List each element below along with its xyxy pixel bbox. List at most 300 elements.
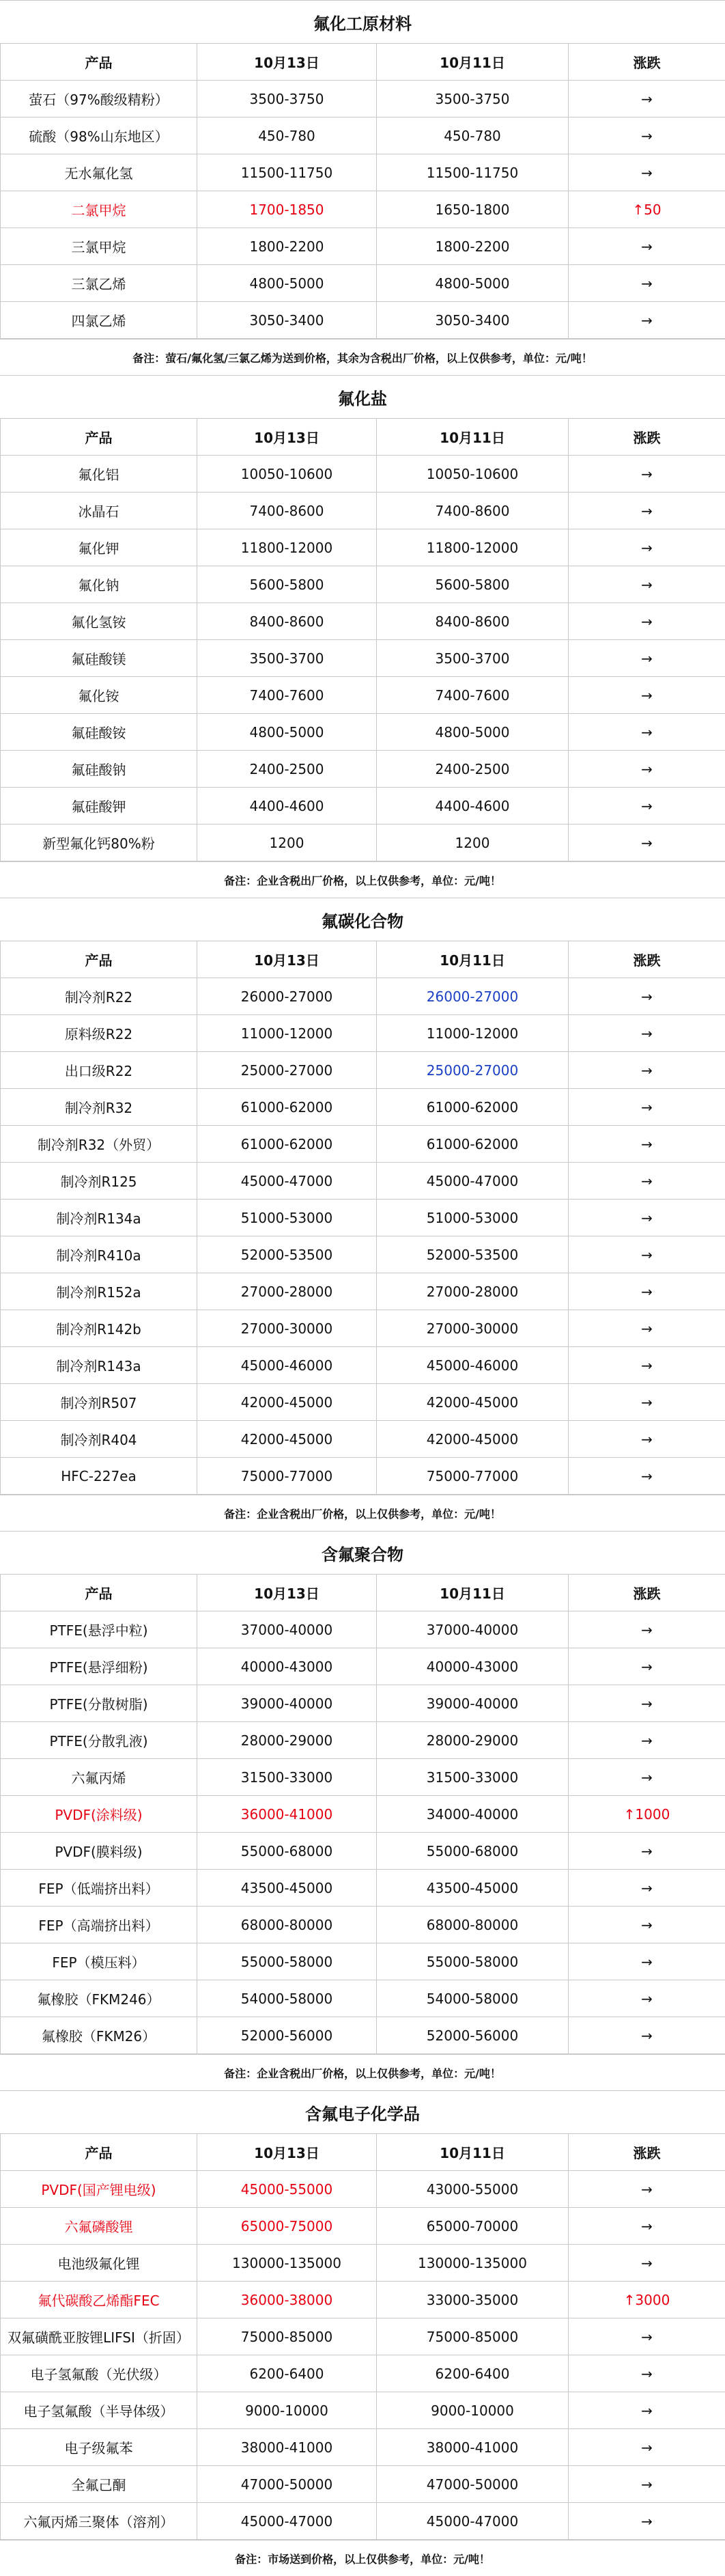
price-oct-13: 5600-5800 [197,566,377,603]
product-name: 氟代碳酸乙烯酯FEC [1,2282,197,2318]
price-change: → [569,1722,725,1759]
product-name: 制冷剂R32（外贸） [1,1126,197,1163]
price-oct-13: 75000-85000 [197,2318,377,2355]
section-note: 备注：市场送到价格，以上仅供参考，单位：元/吨！ [0,2540,725,2576]
price-oct-13: 4800-5000 [197,265,377,302]
table-row [1,825,725,861]
product-name: 电子氢氟酸（半导体级） [1,2392,197,2429]
price-oct-13: 52000-53500 [197,1236,377,1273]
product-name: 制冷剂R22 [1,978,197,1015]
price-change: → [569,825,725,861]
price-oct-11: 42000-45000 [377,1421,569,1458]
product-name: 六氟丙烯三聚体（溶剂） [1,2503,197,2540]
price-oct-13: 1200 [197,825,377,861]
price-oct-11: 11000-12000 [377,1015,569,1052]
product-name: 氟橡胶（FKM26） [1,2017,197,2054]
price-change: → [569,81,725,117]
price-oct-11: 55000-58000 [377,1943,569,1980]
table-row [1,566,725,603]
product-name: 氟硅酸铵 [1,714,197,751]
price-oct-13: 130000-135000 [197,2245,377,2282]
price-oct-13: 68000-80000 [197,1907,377,1943]
price-oct-11: 75000-77000 [377,1458,569,1495]
price-section [0,2090,725,2576]
price-oct-11: 27000-28000 [377,1273,569,1310]
price-oct-11: 39000-40000 [377,1685,569,1722]
price-change: → [569,1759,725,1796]
header-date-1: 10月13日 [197,419,377,456]
header-change: 涨跌 [569,1575,725,1611]
price-change: → [569,1833,725,1870]
table-row [1,2318,725,2355]
header-row [1,2134,725,2171]
table-row [1,456,725,493]
header-date-2: 10月11日 [377,1575,569,1611]
price-oct-13: 39000-40000 [197,1685,377,1722]
table-row [1,1347,725,1384]
table-row [1,1907,725,1943]
header-product: 产品 [1,1575,197,1611]
price-change: → [569,1126,725,1163]
price-section [0,1531,725,2090]
price-change: → [569,1421,725,1458]
price-change: → [569,1458,725,1495]
product-name: 电池级氟化锂 [1,2245,197,2282]
price-table [0,418,725,861]
price-oct-11: 52000-56000 [377,2017,569,2054]
section-title: 含氟聚合物 [0,1531,725,1574]
price-oct-13: 37000-40000 [197,1611,377,1648]
price-oct-13: 3500-3700 [197,640,377,677]
table-row [1,714,725,751]
product-name: 氟化氢铵 [1,603,197,640]
header-row [1,419,725,456]
price-oct-11: 27000-30000 [377,1310,569,1347]
price-oct-11: 54000-58000 [377,1980,569,2017]
price-oct-11: 4800-5000 [377,714,569,751]
price-oct-13: 4400-4600 [197,788,377,825]
table-row [1,1943,725,1980]
product-name: FEP（高端挤出料） [1,1907,197,1943]
price-change: → [569,566,725,603]
table-row [1,191,725,228]
price-oct-13: 450-780 [197,117,377,154]
price-oct-11: 43000-55000 [377,2171,569,2208]
price-change: → [569,1163,725,1200]
table-row [1,2171,725,2208]
price-change: → [569,1273,725,1310]
price-change: → [569,1870,725,1907]
product-name: 制冷剂R134a [1,1200,197,1236]
price-change: → [569,2208,725,2245]
header-change: 涨跌 [569,2134,725,2171]
price-change: → [569,1347,725,1384]
header-change: 涨跌 [569,419,725,456]
price-change: → [569,1980,725,2017]
product-name: 制冷剂R507 [1,1384,197,1421]
price-change: → [569,493,725,529]
table-row [1,640,725,677]
table-row [1,2282,725,2318]
section-note: 备注：企业含税出厂价格，以上仅供参考，单位：元/吨！ [0,2054,725,2090]
price-table [0,2133,725,2540]
price-change: → [569,1089,725,1126]
price-oct-11: 47000-50000 [377,2466,569,2503]
price-section [0,0,725,375]
table-row [1,265,725,302]
table-row [1,2392,725,2429]
price-oct-13: 61000-62000 [197,1126,377,1163]
table-row [1,1611,725,1648]
header-row [1,941,725,978]
price-change: → [569,1685,725,1722]
price-oct-13: 45000-46000 [197,1347,377,1384]
product-name: PTFE(分散乳液) [1,1722,197,1759]
table-row [1,1273,725,1310]
table-row [1,1236,725,1273]
price-oct-13: 42000-45000 [197,1384,377,1421]
price-oct-11: 31500-33000 [377,1759,569,1796]
header-date-2: 10月11日 [377,44,569,81]
price-oct-11: 45000-47000 [377,2503,569,2540]
product-name: 氟硅酸钾 [1,788,197,825]
product-name: 六氟磷酸锂 [1,2208,197,2245]
price-oct-13: 11800-12000 [197,529,377,566]
price-change: → [569,529,725,566]
price-change: ↑50 [569,191,725,228]
price-oct-13: 40000-43000 [197,1648,377,1685]
table-row [1,117,725,154]
price-oct-11: 28000-29000 [377,1722,569,1759]
price-oct-11: 8400-8600 [377,603,569,640]
price-change: → [569,1611,725,1648]
table-row [1,2355,725,2392]
table-row [1,2503,725,2540]
header-date-2: 10月11日 [377,941,569,978]
price-change: → [569,228,725,265]
product-name: 氟化钾 [1,529,197,566]
header-date-1: 10月13日 [197,941,377,978]
product-name: 双氟磺酰亚胺锂LIFSI（折固） [1,2318,197,2355]
header-change: 涨跌 [569,941,725,978]
price-oct-11: 61000-62000 [377,1089,569,1126]
product-name: 萤石（97%酸级精粉） [1,81,197,117]
price-oct-13: 8400-8600 [197,603,377,640]
price-oct-13: 11500-11750 [197,154,377,191]
price-oct-11: 45000-46000 [377,1347,569,1384]
header-date-1: 10月13日 [197,2134,377,2171]
section-title: 含氟电子化学品 [0,2090,725,2133]
price-change: → [569,302,725,339]
price-change: → [569,1052,725,1089]
price-oct-11: 5600-5800 [377,566,569,603]
price-oct-11: 61000-62000 [377,1126,569,1163]
price-oct-13: 3050-3400 [197,302,377,339]
price-oct-11: 43500-45000 [377,1870,569,1907]
header-date-1: 10月13日 [197,44,377,81]
table-row [1,1052,725,1089]
price-oct-11: 11500-11750 [377,154,569,191]
product-name: 三氯甲烷 [1,228,197,265]
price-oct-11: 42000-45000 [377,1384,569,1421]
table-row [1,1833,725,1870]
price-oct-13: 42000-45000 [197,1421,377,1458]
price-oct-13: 6200-6400 [197,2355,377,2392]
header-date-2: 10月11日 [377,419,569,456]
price-oct-13: 45000-55000 [197,2171,377,2208]
product-name: 制冷剂R143a [1,1347,197,1384]
table-row [1,1458,725,1495]
table-row [1,1310,725,1347]
price-change: ↑3000 [569,2282,725,2318]
header-row [1,44,725,81]
table-row [1,1796,725,1833]
price-oct-13: 52000-56000 [197,2017,377,2054]
price-change: → [569,677,725,714]
price-oct-13: 3500-3750 [197,81,377,117]
price-change: → [569,456,725,493]
product-name: FEP（低端挤出料） [1,1870,197,1907]
price-oct-13: 55000-58000 [197,1943,377,1980]
price-oct-11: 75000-85000 [377,2318,569,2355]
product-name: 氟化铝 [1,456,197,493]
price-change: → [569,2392,725,2429]
table-row [1,2017,725,2054]
table-row [1,154,725,191]
price-oct-11: 1200 [377,825,569,861]
table-row [1,302,725,339]
price-change: → [569,1648,725,1685]
price-change: → [569,2466,725,2503]
table-row [1,1759,725,1796]
product-name: 出口级R22 [1,1052,197,1089]
price-oct-11: 1800-2200 [377,228,569,265]
price-oct-11: 40000-43000 [377,1648,569,1685]
price-oct-13: 65000-75000 [197,2208,377,2245]
price-oct-13: 26000-27000 [197,978,377,1015]
table-row [1,1870,725,1907]
price-change: → [569,1236,725,1273]
price-oct-11: 3050-3400 [377,302,569,339]
product-name: 制冷剂R152a [1,1273,197,1310]
price-section [0,375,725,898]
table-row [1,1163,725,1200]
section-note: 备注：萤石/氟化氢/三氯乙烯为送到价格，其余为含税出厂价格，以上仅供参考，单位：元/吨！ [0,339,725,375]
price-change: → [569,117,725,154]
price-oct-13: 4800-5000 [197,714,377,751]
product-name: PTFE(悬浮细粉) [1,1648,197,1685]
header-row [1,1575,725,1611]
price-oct-11: 38000-41000 [377,2429,569,2466]
section-title: 氟碳化合物 [0,898,725,941]
price-change: → [569,2503,725,2540]
price-oct-11: 7400-8600 [377,493,569,529]
table-row [1,751,725,788]
product-name: 氟化铵 [1,677,197,714]
product-name: FEP（模压料） [1,1943,197,1980]
price-oct-13: 25000-27000 [197,1052,377,1089]
price-oct-11: 55000-68000 [377,1833,569,1870]
price-oct-13: 10050-10600 [197,456,377,493]
section-title: 氟化工原材料 [0,0,725,43]
header-product: 产品 [1,2134,197,2171]
price-oct-11: 45000-47000 [377,1163,569,1200]
price-oct-11: 26000-27000 [377,978,569,1015]
product-name: 氟硅酸钠 [1,751,197,788]
table-row [1,529,725,566]
product-name: 制冷剂R32 [1,1089,197,1126]
price-oct-11: 4800-5000 [377,265,569,302]
table-row [1,788,725,825]
table-row [1,1015,725,1052]
product-name: 新型氟化钙80%粉 [1,825,197,861]
price-change: → [569,1384,725,1421]
product-name: 无水氟化氢 [1,154,197,191]
product-name: 四氯乙烯 [1,302,197,339]
price-change: → [569,603,725,640]
product-name: HFC-227ea [1,1458,197,1495]
price-change: → [569,1015,725,1052]
price-oct-13: 1700-1850 [197,191,377,228]
table-row [1,978,725,1015]
price-oct-11: 7400-7600 [377,677,569,714]
price-oct-13: 75000-77000 [197,1458,377,1495]
price-oct-11: 33000-35000 [377,2282,569,2318]
product-name: 制冷剂R142b [1,1310,197,1347]
table-row [1,1980,725,2017]
product-name: 电子级氟苯 [1,2429,197,2466]
price-oct-13: 27000-30000 [197,1310,377,1347]
price-oct-13: 9000-10000 [197,2392,377,2429]
price-table [0,1574,725,2054]
header-product: 产品 [1,941,197,978]
table-row [1,1722,725,1759]
price-change: → [569,640,725,677]
price-oct-11: 65000-70000 [377,2208,569,2245]
price-change: → [569,2355,725,2392]
price-oct-13: 7400-8600 [197,493,377,529]
price-change: → [569,714,725,751]
price-oct-13: 27000-28000 [197,1273,377,1310]
table-row [1,677,725,714]
header-change: 涨跌 [569,44,725,81]
price-oct-13: 45000-47000 [197,1163,377,1200]
price-oct-11: 51000-53000 [377,1200,569,1236]
price-oct-13: 28000-29000 [197,1722,377,1759]
table-row [1,2245,725,2282]
price-section [0,898,725,1531]
table-row [1,1384,725,1421]
header-product: 产品 [1,44,197,81]
price-oct-11: 52000-53500 [377,1236,569,1273]
price-change: → [569,2318,725,2355]
product-name: 氟橡胶（FKM246） [1,1980,197,2017]
price-oct-11: 10050-10600 [377,456,569,493]
product-name: 制冷剂R125 [1,1163,197,1200]
price-oct-13: 36000-41000 [197,1796,377,1833]
price-oct-13: 54000-58000 [197,1980,377,2017]
product-name: 硫酸（98%山东地区） [1,117,197,154]
product-name: PVDF(膜料级) [1,1833,197,1870]
price-oct-13: 36000-38000 [197,2282,377,2318]
price-oct-13: 1800-2200 [197,228,377,265]
header-date-1: 10月13日 [197,1575,377,1611]
section-note: 备注：企业含税出厂价格，以上仅供参考，单位：元/吨！ [0,861,725,898]
price-oct-11: 130000-135000 [377,2245,569,2282]
table-row [1,1089,725,1126]
price-oct-11: 6200-6400 [377,2355,569,2392]
price-oct-13: 2400-2500 [197,751,377,788]
price-oct-11: 25000-27000 [377,1052,569,1089]
product-name: 氟化钠 [1,566,197,603]
price-table [0,43,725,339]
price-oct-13: 31500-33000 [197,1759,377,1796]
table-row [1,493,725,529]
table-row [1,1126,725,1163]
price-oct-13: 43500-45000 [197,1870,377,1907]
product-name: PTFE(悬浮中粒) [1,1611,197,1648]
price-change: → [569,1200,725,1236]
price-oct-11: 3500-3700 [377,640,569,677]
table-row [1,2429,725,2466]
price-change: → [569,788,725,825]
price-change: → [569,265,725,302]
price-oct-13: 55000-68000 [197,1833,377,1870]
product-name: PTFE(分散树脂) [1,1685,197,1722]
table-row [1,2208,725,2245]
price-change: → [569,2017,725,2054]
price-change: → [569,978,725,1015]
price-change: → [569,1310,725,1347]
price-oct-11: 11800-12000 [377,529,569,566]
price-oct-11: 3500-3750 [377,81,569,117]
price-oct-11: 68000-80000 [377,1907,569,1943]
product-name: 冰晶石 [1,493,197,529]
product-name: 原料级R22 [1,1015,197,1052]
product-name: 六氟丙烯 [1,1759,197,1796]
price-change: → [569,2429,725,2466]
price-oct-13: 45000-47000 [197,2503,377,2540]
price-oct-11: 450-780 [377,117,569,154]
price-oct-11: 2400-2500 [377,751,569,788]
price-change: ↑1000 [569,1796,725,1833]
price-oct-11: 34000-40000 [377,1796,569,1833]
price-oct-11: 9000-10000 [377,2392,569,2429]
price-oct-13: 47000-50000 [197,2466,377,2503]
product-name: 三氯乙烯 [1,265,197,302]
product-name: 制冷剂R404 [1,1421,197,1458]
product-name: 氟硅酸镁 [1,640,197,677]
header-date-2: 10月11日 [377,2134,569,2171]
header-product: 产品 [1,419,197,456]
table-row [1,1200,725,1236]
product-name: 全氟己酮 [1,2466,197,2503]
price-oct-13: 11000-12000 [197,1015,377,1052]
product-name: 二氯甲烷 [1,191,197,228]
table-row [1,1648,725,1685]
price-oct-13: 61000-62000 [197,1089,377,1126]
table-row [1,81,725,117]
section-note: 备注：企业含税出厂价格，以上仅供参考，单位：元/吨！ [0,1495,725,1531]
price-table [0,941,725,1495]
price-oct-11: 37000-40000 [377,1611,569,1648]
price-oct-11: 4400-4600 [377,788,569,825]
section-title: 氟化盐 [0,375,725,418]
price-change: → [569,751,725,788]
table-row [1,1685,725,1722]
product-name: PVDF(国产锂电级) [1,2171,197,2208]
table-row [1,2466,725,2503]
